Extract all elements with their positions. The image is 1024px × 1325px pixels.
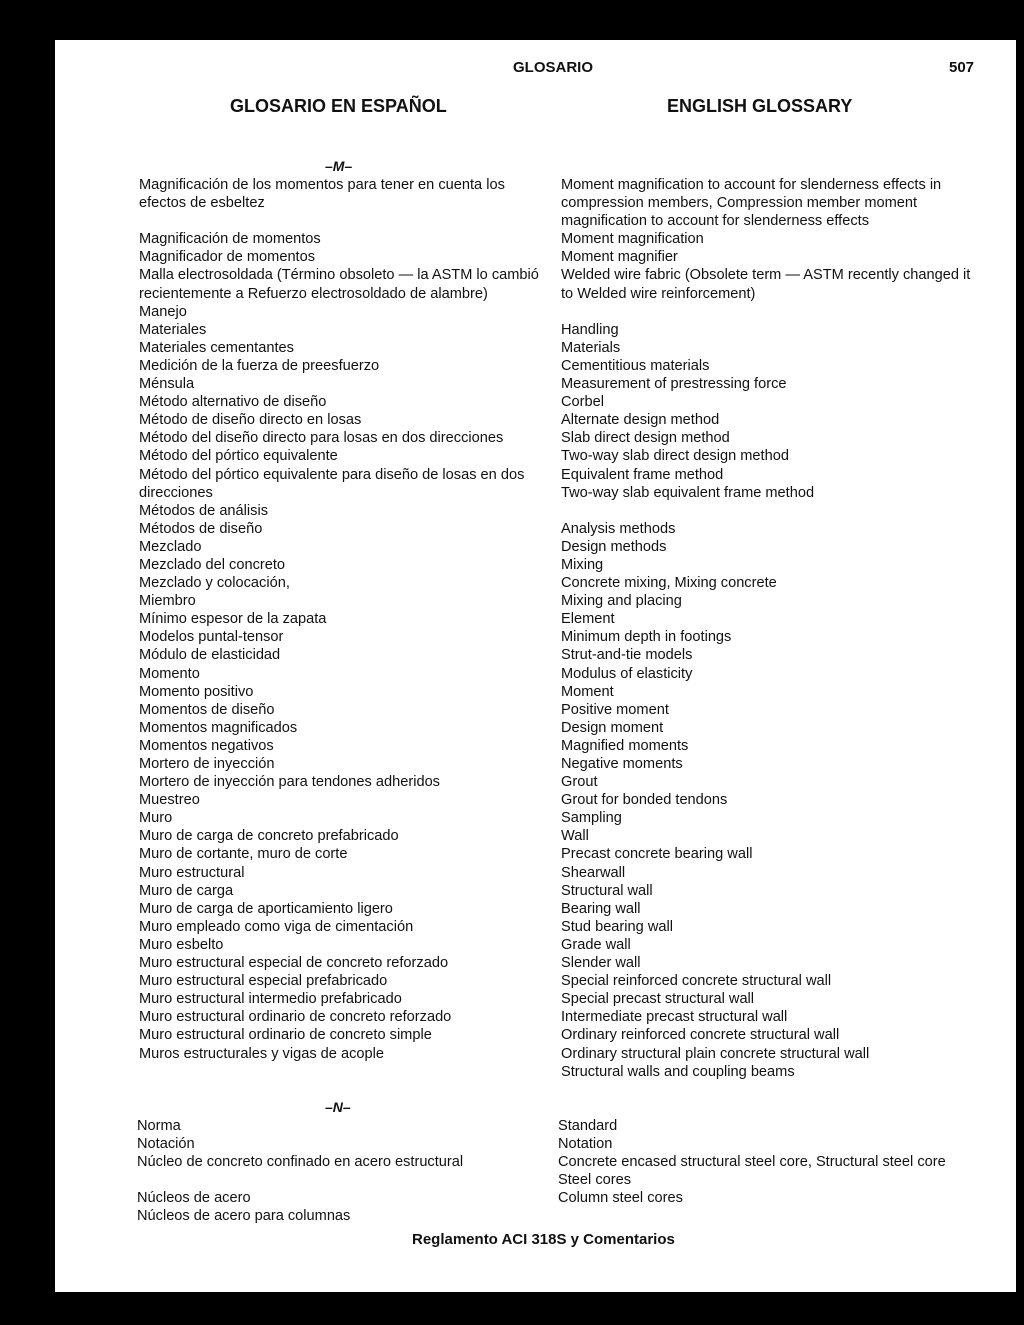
glossary-term-es: Métodos de análisis xyxy=(139,502,268,519)
glossary-term-en: Special precast structural wall xyxy=(561,991,755,1008)
glossary-term-en: Concrete encased structural steel core, Structural steel core xyxy=(558,1154,946,1171)
glossary-term-es: Medición de la fuerza de preesfuerzo xyxy=(139,357,380,374)
glossary-term-en: Modulus of elasticity xyxy=(561,665,693,682)
glossary-term-en: Grout xyxy=(561,774,598,791)
glossary-term-es: Muro estructural intermedio prefabricado xyxy=(139,991,402,1008)
glossary-term-es: Momento xyxy=(139,665,200,682)
glossary-term-en: Measurement of prestressing force xyxy=(561,376,787,393)
glossary-term-es: Muro estructural ordinario de concreto reforzado xyxy=(139,1009,452,1026)
glossary-term-en: Moment xyxy=(561,683,614,700)
glossary-term-es: Magnificación de momentos xyxy=(139,231,321,248)
entry-spacer xyxy=(139,212,549,230)
glossary-term-es: Mezclado del concreto xyxy=(139,556,286,573)
glossary-term-es: Muestreo xyxy=(139,792,200,809)
glossary-term-en: Cementitious materials xyxy=(561,357,710,374)
entry-spacer xyxy=(561,303,981,321)
glossary-term-es: Muro de carga xyxy=(139,882,234,899)
glossary-term-es: Método del diseño directo para losas en dos direcciones xyxy=(139,430,504,447)
glossary-term-en: Grout for bonded tendons xyxy=(561,792,728,809)
glossary-term-es: Muro de carga de concreto prefabricado xyxy=(139,828,399,845)
glossary-term-es: Muros estructurales y vigas de acople xyxy=(139,1045,384,1062)
glossary-term-en: Two-way slab direct design method xyxy=(561,448,789,465)
spanish-terms-m xyxy=(139,176,549,1063)
glossary-term-es: Magnificador de momentos xyxy=(139,249,316,266)
glossary-term-en: Corbel xyxy=(561,394,604,411)
glossary-term-en: Moment magnification xyxy=(561,231,704,248)
glossary-term-es: Mortero de inyección para tendones adheridos xyxy=(139,774,440,791)
document-page xyxy=(55,40,1016,1292)
glossary-term-en: Ordinary reinforced concrete structural wall xyxy=(561,1027,840,1044)
glossary-term-en: Design methods xyxy=(561,538,667,555)
glossary-term-en: Structural walls and coupling beams xyxy=(561,1063,795,1080)
glossary-term-en: Slender wall xyxy=(561,955,641,972)
glossary-term-en: Notation xyxy=(558,1136,613,1153)
glossary-term-es: Método del pórtico equivalente xyxy=(139,448,338,465)
glossary-term-es: Manejo xyxy=(139,303,187,320)
glossary-term-es: Momento positivo xyxy=(139,683,254,700)
page-number: 507 xyxy=(949,59,975,76)
glossary-term-es: Muro de carga de aporticamiento ligero xyxy=(139,900,393,917)
glossary-term-es: Muro de cortante, muro de corte xyxy=(139,846,348,863)
glossary-term-es: Muro xyxy=(139,810,173,827)
glossary-term-es: Muro estructural especial prefabricado xyxy=(139,973,388,990)
glossary-term-en: Strut-and-tie models xyxy=(561,647,693,664)
glossary-term-es: Muro empleado como viga de cimentación xyxy=(139,918,414,935)
glossary-term-es: Muro estructural ordinario de concreto simple xyxy=(139,1027,432,1044)
glossary-term-es: Método del pórtico equivalente para diseño de losas en dos direcciones xyxy=(139,466,525,501)
glossary-term-en: Slab direct design method xyxy=(561,430,730,447)
glossary-term-en: Steel cores xyxy=(558,1172,632,1189)
glossary-term-es: Módulo de elasticidad xyxy=(139,647,281,664)
glossary-term-en: Moment magnification to account for slenderness effects in compression members, Compression member moment magnification to account for slenderness effects xyxy=(561,177,942,230)
glossary-term-es: Muro esbelto xyxy=(139,936,224,953)
glossary-term-en: Grade wall xyxy=(561,936,631,953)
glossary-term-en: Bearing wall xyxy=(561,900,641,917)
glossary-term-en: Ordinary structural plain concrete structural wall xyxy=(561,1045,870,1062)
spanish-terms-n xyxy=(137,1117,547,1226)
section-letter-m: –M– xyxy=(325,158,353,174)
entry-spacer xyxy=(137,1171,547,1189)
glossary-term-en: Precast concrete bearing wall xyxy=(561,846,753,863)
glossary-term-en: Positive moment xyxy=(561,701,669,718)
glossary-term-en: Welded wire fabric (Obsolete term — ASTM recently changed it to Welded wire reinforcement) xyxy=(561,267,971,302)
glossary-term-es: Muro estructural especial de concreto reforzado xyxy=(139,955,449,972)
running-title: GLOSARIO xyxy=(513,59,594,76)
entry-spacer xyxy=(561,502,981,520)
glossary-term-en: Wall xyxy=(561,828,589,845)
glossary-term-en: Alternate design method xyxy=(561,412,720,429)
english-column-title: ENGLISH GLOSSARY xyxy=(667,96,853,116)
glossary-term-en: Mixing xyxy=(561,556,604,573)
glossary-term-es: Momentos magnificados xyxy=(139,719,298,736)
glossary-term-es: Mínimo espesor de la zapata xyxy=(139,611,327,628)
glossary-term-es: Modelos puntal-tensor xyxy=(139,629,284,646)
page-footer: Reglamento ACI 318S y Comentarios xyxy=(412,1231,675,1248)
glossary-term-es: Núcleo de concreto confinado en acero estructural xyxy=(137,1154,464,1171)
glossary-term-es: Ménsula xyxy=(139,376,195,393)
glossary-term-es: Norma xyxy=(137,1118,181,1134)
glossary-term-en: Special reinforced concrete structural wall xyxy=(561,973,832,990)
glossary-term-es: Momentos negativos xyxy=(139,737,274,754)
spanish-column-title: GLOSARIO EN ESPAÑOL xyxy=(230,96,447,116)
glossary-term-es: Mezclado y colocación, xyxy=(139,575,290,592)
glossary-term-en: Mixing and placing xyxy=(561,593,682,610)
glossary-term-es: Núcleos de acero xyxy=(137,1190,251,1207)
glossary-term-en: Element xyxy=(561,611,615,628)
glossary-term-es: Materiales xyxy=(139,321,207,338)
glossary-term-en: Analysis methods xyxy=(561,520,676,537)
glossary-term-es: Mortero de inyección xyxy=(139,756,275,772)
glossary-term-en: Minimum depth in footings xyxy=(561,629,732,646)
glossary-term-en: Two-way slab equivalent frame method xyxy=(561,484,815,501)
english-terms-n xyxy=(558,1117,988,1207)
glossary-term-es: Materiales cementantes xyxy=(139,339,294,356)
glossary-term-es: Método alternativo de diseño xyxy=(139,394,327,411)
glossary-term-en: Materials xyxy=(561,339,621,356)
glossary-term-es: Muro estructural xyxy=(139,864,245,881)
glossary-term-es: Método de diseño directo en losas xyxy=(139,412,362,429)
glossary-term-en: Magnified moments xyxy=(561,737,689,754)
glossary-term-es: Miembro xyxy=(139,593,196,610)
glossary-term-es: Malla electrosoldada (Término obsoleto — la ASTM lo cambió recientemente a Refuerzo electrosoldado de alambre) xyxy=(139,267,539,302)
glossary-term-es: Métodos de diseño xyxy=(139,520,263,537)
glossary-term-es: Mezclado xyxy=(139,538,202,555)
english-terms-m xyxy=(561,176,981,1081)
glossary-term-en: Sampling xyxy=(561,810,622,827)
glossary-term-en: Column steel cores xyxy=(558,1190,683,1207)
glossary-term-en: Equivalent frame method xyxy=(561,466,724,483)
glossary-term-es: Magnificación de los momentos para tener en cuenta los efectos de esbeltez xyxy=(139,177,505,212)
glossary-term-en: Structural wall xyxy=(561,882,653,899)
glossary-term-en: Shearwall xyxy=(561,864,626,881)
glossary-term-en: Handling xyxy=(561,321,619,338)
glossary-term-en: Intermediate precast structural wall xyxy=(561,1009,788,1026)
glossary-term-en: Concrete mixing, Mixing concrete xyxy=(561,575,777,592)
glossary-term-en: Moment magnifier xyxy=(561,249,678,266)
glossary-term-en: Negative moments xyxy=(561,756,683,772)
glossary-term-en: Stud bearing wall xyxy=(561,918,673,935)
glossary-term-es: Núcleos de acero para columnas xyxy=(137,1208,351,1225)
glossary-term-es: Momentos de diseño xyxy=(139,701,275,718)
glossary-term-en: Design moment xyxy=(561,719,664,736)
glossary-term-es: Notación xyxy=(137,1136,195,1153)
section-letter-n: –N– xyxy=(325,1099,351,1115)
glossary-term-en: Standard xyxy=(558,1118,618,1134)
